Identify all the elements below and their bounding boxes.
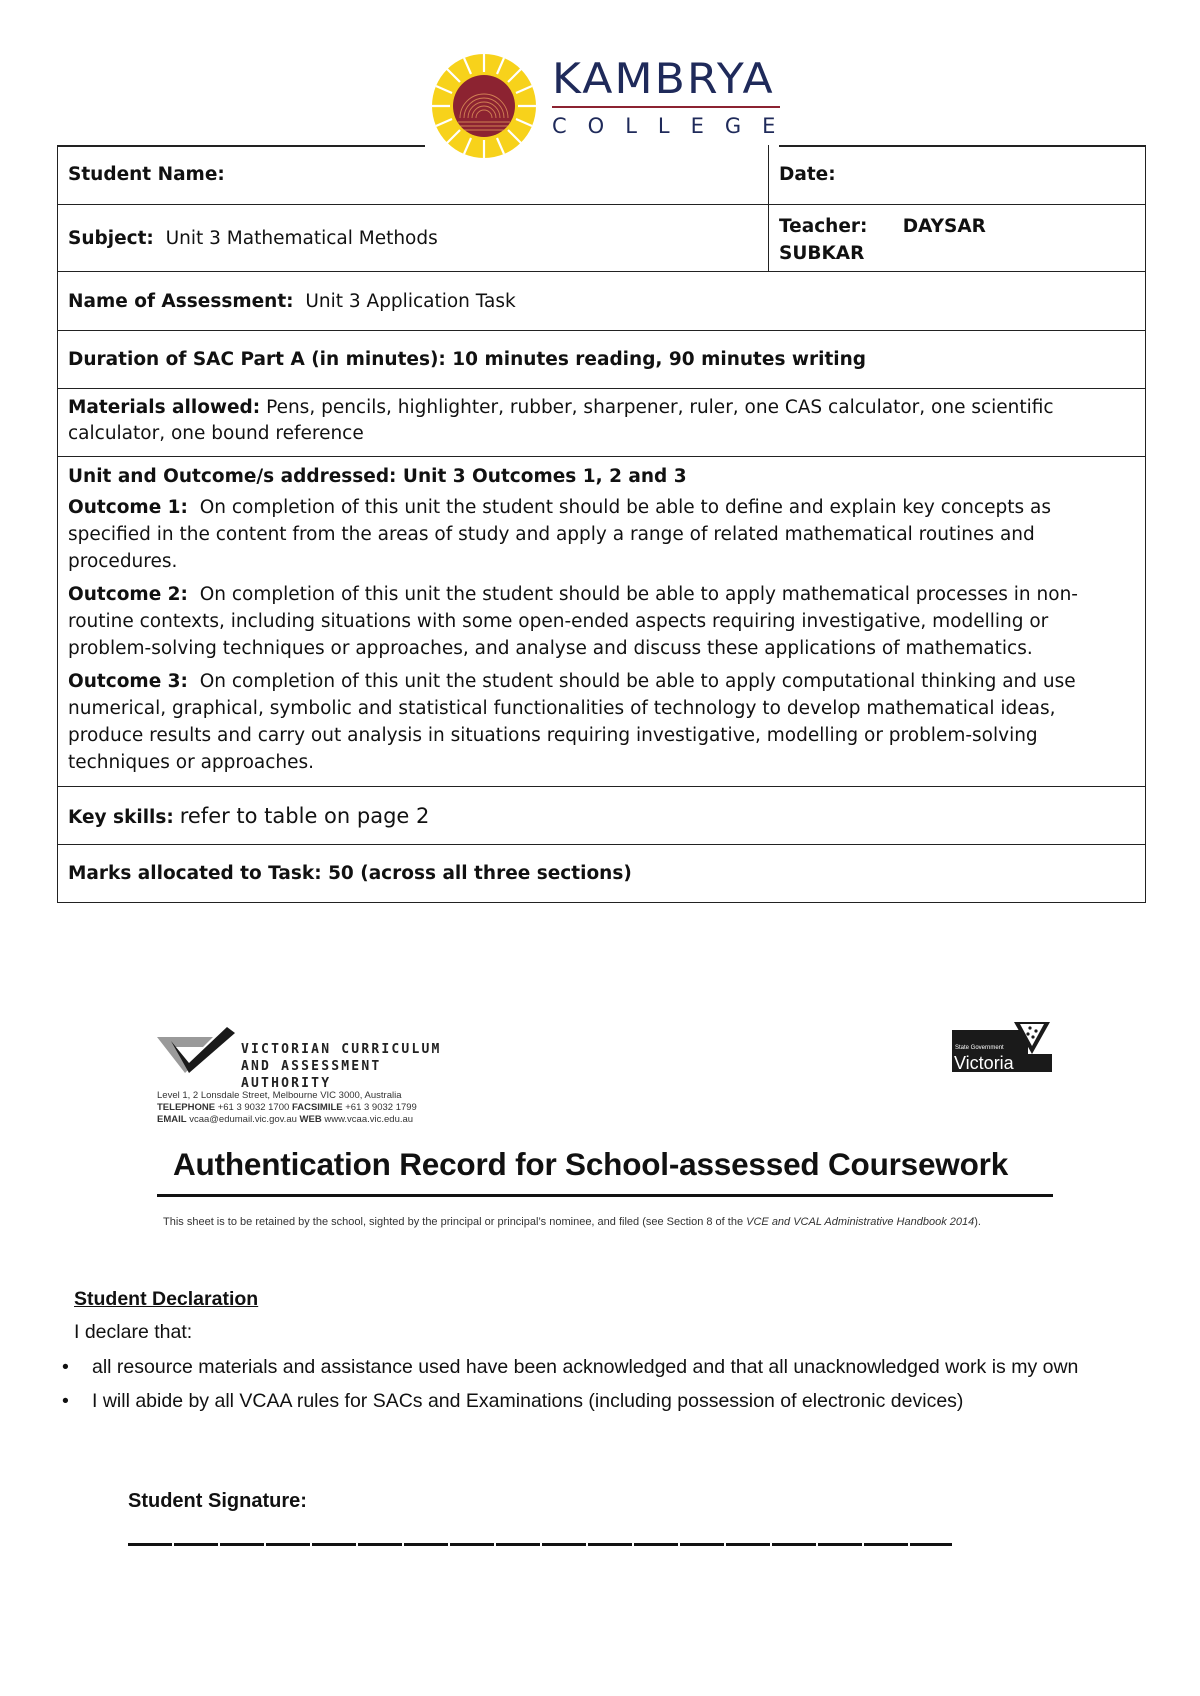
authentication-title: Authentication Record for School-assessed Coursework bbox=[173, 1146, 1009, 1182]
outcomes-heading bbox=[68, 463, 1135, 490]
duration-row bbox=[57, 331, 1146, 389]
vcaa-contact bbox=[157, 1090, 417, 1126]
school-name: KAMBRYA bbox=[552, 54, 775, 103]
assessment-value: Unit 3 Application Task bbox=[305, 291, 516, 312]
outcome-text: On completion of this unit the student should be able to define and explain key concepts as specified in the content from the areas of study and apply a range of related mathematical routines and procedures. bbox=[68, 497, 1051, 572]
vcaa-name-line1: VICTORIAN CURRICULUM bbox=[241, 1042, 442, 1057]
student-name-field[interactable] bbox=[58, 145, 769, 204]
outcome-text: On completion of this unit the student should be able to apply computational thinking and use numerical, graphical, symbolic and statistical functionalities of technology to develop mathematical ideas, produce results and carry out analysis in situations requiring investigative, modelling or problem-solving techniques or approaches. bbox=[68, 671, 1076, 773]
signature-line[interactable] bbox=[128, 1543, 952, 1546]
outcome-label: Outcome 2: bbox=[68, 584, 188, 605]
declaration-list bbox=[62, 1350, 1154, 1418]
outcomes-value: Unit 3 Outcomes 1, 2 and 3 bbox=[402, 466, 687, 487]
outcome-label: Outcome 3: bbox=[68, 671, 188, 692]
materials-label: Materials allowed: bbox=[68, 397, 261, 418]
logo-divider bbox=[552, 106, 780, 108]
marks-label: Marks allocated to Task: bbox=[68, 863, 322, 884]
email-value[interactable]: vcaa@edumail.vic.gov.au bbox=[189, 1114, 297, 1125]
declaration-heading: Student Declaration bbox=[74, 1288, 259, 1310]
outcome-label: Outcome 1: bbox=[68, 497, 188, 518]
kambrya-college-logo bbox=[430, 52, 797, 152]
outcome-item bbox=[68, 668, 1135, 776]
authentication-note bbox=[163, 1213, 1023, 1231]
student-declaration bbox=[62, 1284, 1154, 1418]
web-label: WEB bbox=[299, 1114, 322, 1125]
marks-value: 50 (across all three sections) bbox=[328, 863, 632, 884]
declaration-intro: I declare that: bbox=[74, 1321, 193, 1343]
duration-value: 10 minutes reading, 90 minutes writing bbox=[452, 349, 867, 370]
student-name-label: Student Name: bbox=[68, 164, 225, 185]
assessment-label: Name of Assessment: bbox=[68, 291, 294, 312]
marks-row bbox=[57, 845, 1146, 903]
web-value[interactable]: www.vcaa.vic.edu.au bbox=[324, 1114, 414, 1125]
vcaa-email-line bbox=[157, 1114, 417, 1126]
outcome-item bbox=[68, 494, 1135, 575]
teacher-cell bbox=[769, 205, 1145, 271]
phone-label: TELEPHONE bbox=[157, 1102, 216, 1113]
note-suffix: ). bbox=[974, 1216, 981, 1228]
vcaa-address: Level 1, 2 Lonsdale Street, Melbourne VIC 3000, Australia bbox=[157, 1090, 402, 1101]
outcome-item bbox=[68, 581, 1135, 662]
declaration-item-text: all resource materials and assistance used have been acknowledged and that all unacknowledged work is my own bbox=[92, 1356, 1079, 1378]
bullet-icon: • bbox=[62, 1390, 69, 1412]
fax-value: +61 3 9032 1799 bbox=[345, 1102, 417, 1113]
teacher-label: Teacher: bbox=[779, 216, 868, 237]
vcaa-tick-icon bbox=[157, 1027, 237, 1073]
phone-value: +61 3 9032 1700 bbox=[217, 1102, 290, 1113]
note-prefix: This sheet is to be retained by the school, sighted by the principal or principal’s nominee, and filed (see Section 8 of the bbox=[163, 1216, 747, 1228]
victoria-state-government-logo bbox=[952, 1022, 1052, 1072]
teacher-value: DAYSAR SUBKAR bbox=[779, 216, 986, 264]
vcaa-name-line2: AND ASSESSMENT AUTHORITY bbox=[241, 1059, 382, 1091]
authentication-title-rule bbox=[157, 1194, 1053, 1197]
key-skills-row bbox=[57, 787, 1146, 845]
student-name-date-row bbox=[57, 145, 1146, 205]
fax-label: FACSIMILE bbox=[291, 1102, 343, 1113]
vcaa-phone-line bbox=[157, 1102, 417, 1114]
outcome-text: On completion of this unit the student should be able to apply mathematical processes in non-routine contexts, including situations with some open-ended aspects requiring investigative, modelling or problem-solving techniques or approaches, and analyse and discuss these applications of mathematics. bbox=[68, 584, 1078, 659]
email-label: EMAIL bbox=[157, 1114, 187, 1125]
subject-value: Unit 3 Mathematical Methods bbox=[165, 228, 438, 249]
school-wordmark bbox=[552, 56, 796, 138]
school-subtitle: COLLEGE bbox=[552, 114, 797, 138]
key-skills-value: refer to table on page 2 bbox=[179, 804, 430, 828]
date-field[interactable] bbox=[769, 145, 1145, 204]
materials-row bbox=[57, 389, 1146, 457]
signature-label: Student Signature: bbox=[128, 1490, 307, 1512]
declaration-item-text: I will abide by all VCAA rules for SACs and Examinations (including possession of electronic devices) bbox=[92, 1390, 964, 1412]
gov-big-text: Victoria bbox=[954, 1053, 1014, 1072]
bullet-icon: • bbox=[62, 1356, 69, 1378]
subject-cell bbox=[58, 205, 769, 271]
assessment-info-table bbox=[57, 145, 1146, 903]
subject-label: Subject: bbox=[68, 228, 154, 249]
duration-label: Duration of SAC Part A (in minutes): bbox=[68, 349, 446, 370]
vcaa-name bbox=[241, 1041, 457, 1092]
subject-teacher-row bbox=[57, 205, 1146, 272]
note-handbook-title: VCE and VCAL Administrative Handbook 2014 bbox=[746, 1216, 975, 1228]
sun-emblem-icon bbox=[430, 52, 538, 160]
declaration-item bbox=[64, 1384, 1154, 1418]
declaration-item bbox=[64, 1350, 1154, 1384]
key-skills-label: Key skills: bbox=[68, 807, 174, 828]
materials-value: Pens, pencils, highlighter, rubber, sharpener, ruler, one CAS calculator, one scientific calculator, one bound reference bbox=[68, 397, 1054, 444]
gov-small-text: State Government bbox=[955, 1045, 1004, 1051]
assessment-name-row bbox=[57, 272, 1146, 331]
outcomes-row bbox=[57, 457, 1146, 787]
vcaa-logo bbox=[157, 1027, 457, 1091]
date-label: Date: bbox=[779, 164, 836, 185]
outcomes-label: Unit and Outcome/s addressed: bbox=[68, 466, 397, 487]
victoria-logo-icon bbox=[952, 1022, 1052, 1072]
